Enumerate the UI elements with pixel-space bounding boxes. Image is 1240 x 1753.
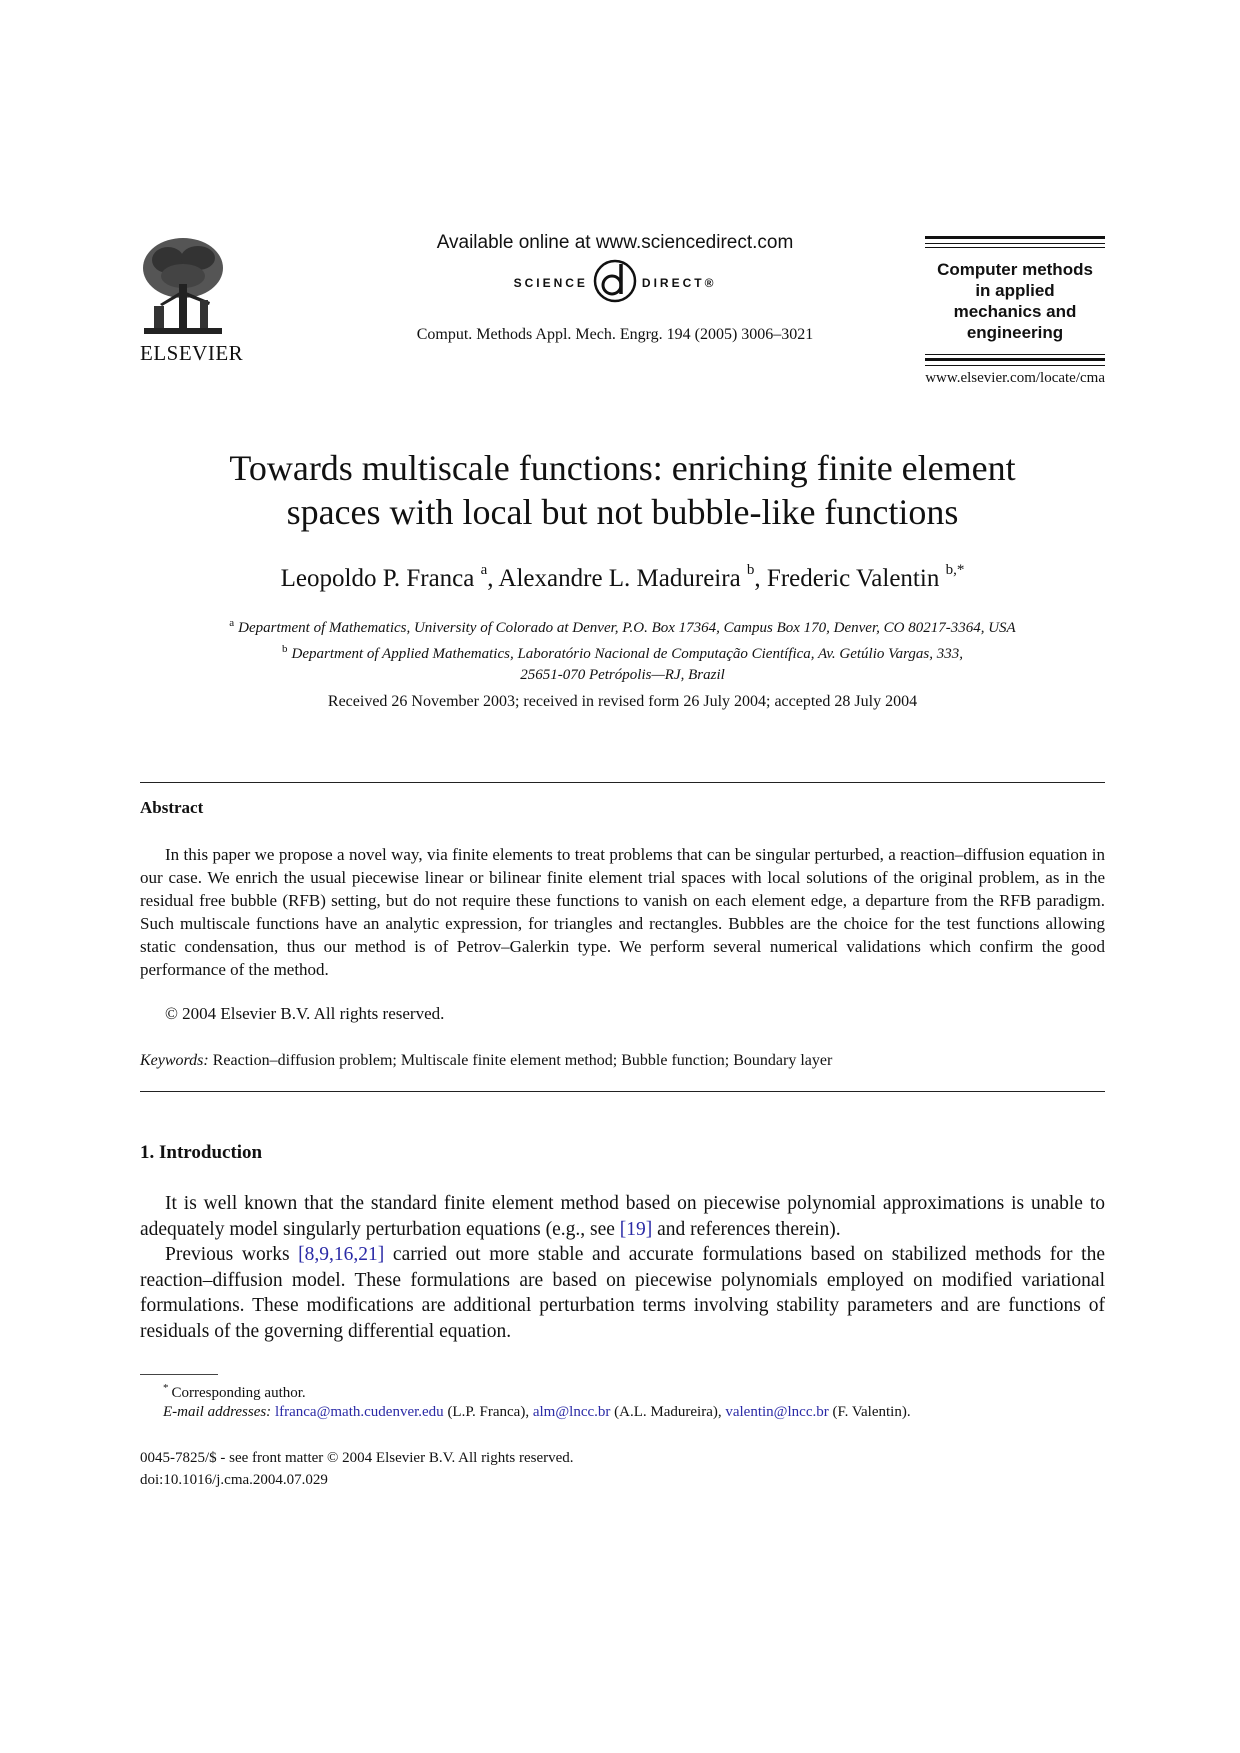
tree-logo-icon bbox=[140, 234, 226, 339]
journal-name-line: mechanics and bbox=[953, 302, 1077, 321]
email-link[interactable]: alm@lncc.br bbox=[532, 1404, 611, 1420]
affiliations bbox=[140, 613, 1105, 686]
sd-left-word: SCIENCE bbox=[513, 276, 588, 290]
author-list bbox=[140, 562, 1105, 593]
affiliation-mark: b bbox=[282, 643, 288, 655]
footnote-rule bbox=[140, 1374, 218, 1375]
footnote-corresponding bbox=[163, 1382, 306, 1402]
journal-rule-top bbox=[925, 236, 1105, 244]
issn-line: 0045-7825/$ - see front matter © 2004 Elsevier B.V. All rights reserved. bbox=[140, 1450, 574, 1466]
email-link[interactable]: lfranca@math.cudenver.edu bbox=[274, 1404, 444, 1420]
doi-line: doi:10.1016/j.cma.2004.07.029 bbox=[140, 1472, 328, 1488]
journal-rule-top-thin bbox=[925, 247, 1105, 248]
title-line: spaces with local but not bubble-like functions bbox=[286, 492, 959, 532]
paper-title bbox=[140, 446, 1105, 534]
journal-name-line: engineering bbox=[966, 323, 1064, 342]
abstract-heading: Abstract bbox=[140, 798, 204, 817]
elsevier-logo bbox=[140, 234, 258, 366]
paragraph-text: and references therein). bbox=[652, 1218, 841, 1240]
author-name: Frederic Valentin bbox=[766, 565, 940, 592]
journal-rule-bottom bbox=[925, 358, 1105, 366]
author-separator: , bbox=[754, 565, 767, 592]
divider-top bbox=[140, 782, 1105, 783]
affiliation-a bbox=[140, 613, 1105, 639]
journal-citation: Comput. Methods Appl. Mech. Engrg. 194 (2005) 3006–3021 bbox=[416, 326, 814, 343]
footnote-emails bbox=[163, 1404, 911, 1421]
footnote-text: Corresponding author. bbox=[171, 1385, 306, 1401]
journal-url-link[interactable]: www.elsevier.com/locate/cma bbox=[925, 370, 1105, 386]
keywords-label: Keywords: bbox=[140, 1052, 209, 1069]
journal-rule-bottom-thin bbox=[925, 354, 1105, 355]
email-owner: (A.L. Madureira), bbox=[610, 1404, 726, 1420]
journal-name-line: in applied bbox=[975, 281, 1055, 300]
citation-link[interactable]: [8,9,16,21] bbox=[298, 1244, 385, 1265]
elsevier-wordmark: ELSEVIER bbox=[140, 341, 244, 365]
affiliation-text: Department of Mathematics, University of Colorado at Denver, P.O. Box 17364, Campus Box 170, Denver, CO 80217-3364, USA bbox=[238, 620, 1016, 636]
title-line: Towards multiscale functions: enriching finite element bbox=[229, 448, 1016, 488]
journal-name bbox=[925, 251, 1105, 351]
abstract-text: In this paper we propose a novel way, via finite elements to treat problems that can be singular perturbed, a reaction–diffusion equation in our case. We enrich the usual piecewise linear or bilinear finite element trial spaces with local solutions of the original problem, as in the residual free bubble (RFB) setting, but do not require these functions to vanish on each element edge, a departure from the RFB paradigm. Such multiscale functions have an analytic expression, for triangles and rectangles. Bubbles are the choice for the test functions allowing static condensation, thus our method is of Petrov–Galerkin type. We perform several numerical validations which confirm the good performance of the method. bbox=[140, 845, 1105, 979]
email-owner: (F. Valentin). bbox=[828, 1404, 911, 1420]
author-affiliation-mark: b bbox=[746, 562, 755, 578]
journal-header bbox=[140, 230, 1105, 386]
intro-paragraph-1 bbox=[140, 1191, 1105, 1242]
sciencedirect-logo bbox=[340, 258, 890, 308]
author-separator: , bbox=[487, 565, 499, 592]
footnote-mark: * bbox=[163, 1382, 169, 1394]
keywords bbox=[140, 1052, 1105, 1070]
intro-paragraph-2 bbox=[140, 1242, 1105, 1344]
available-online-text: Available online at www.sciencedirect.com bbox=[436, 232, 794, 253]
affiliation-mark: a bbox=[229, 617, 235, 629]
journal-title-box bbox=[925, 234, 1105, 368]
paragraph-text: carried out more stable and accurate formulations based on stabilized methods for the reaction–diffusion model. These formulations are based on piecewise polynomials employed on modified variational formulations. These modifications are additional perturbation terms involving stability parameters and are functions of residuals of the governing differential equation. bbox=[140, 1244, 1105, 1342]
affiliation-text: Department of Applied Mathematics, Laboratório Nacional de Computação Científica, Av. Getúlio Vargas, 333, bbox=[291, 646, 963, 662]
sciencedirect-header bbox=[340, 230, 890, 344]
sciencedirect-d-icon bbox=[592, 258, 638, 309]
author-affiliation-mark: b,* bbox=[945, 562, 965, 578]
section-heading-introduction: 1. Introduction bbox=[140, 1142, 263, 1163]
author-name: Leopoldo P. Franca bbox=[280, 565, 475, 592]
email-label: E-mail addresses: bbox=[163, 1404, 272, 1420]
divider-bottom bbox=[140, 1091, 1105, 1092]
affiliation-b bbox=[140, 639, 1105, 665]
abstract-copyright: © 2004 Elsevier B.V. All rights reserved. bbox=[165, 1004, 445, 1023]
sd-right-word: DIRECT® bbox=[641, 276, 717, 290]
author-affiliation-mark: a bbox=[480, 562, 488, 578]
email-owner: (L.P. Franca), bbox=[443, 1404, 533, 1420]
affiliation-b-cont: 25651-070 Petrópolis—RJ, Brazil bbox=[520, 667, 725, 683]
citation-link[interactable]: [19] bbox=[619, 1218, 653, 1240]
author-name: Alexandre L. Madureira bbox=[498, 565, 741, 592]
keywords-text: Reaction–diffusion problem; Multiscale finite element method; Bubble function; Boundary layer bbox=[208, 1052, 833, 1069]
paragraph-text: It is well known that the standard finite element method based on piecewise polynomial approximations is unable to adequately model singularly perturbation equations (e.g., see bbox=[140, 1193, 1105, 1240]
received-dates: Received 26 November 2003; received in revised form 26 July 2004; accepted 28 July 2004 bbox=[327, 693, 918, 710]
journal-name-line: Computer methods bbox=[937, 260, 1093, 279]
paragraph-text: Previous works bbox=[165, 1244, 299, 1265]
email-link[interactable]: valentin@lncc.br bbox=[725, 1404, 829, 1420]
